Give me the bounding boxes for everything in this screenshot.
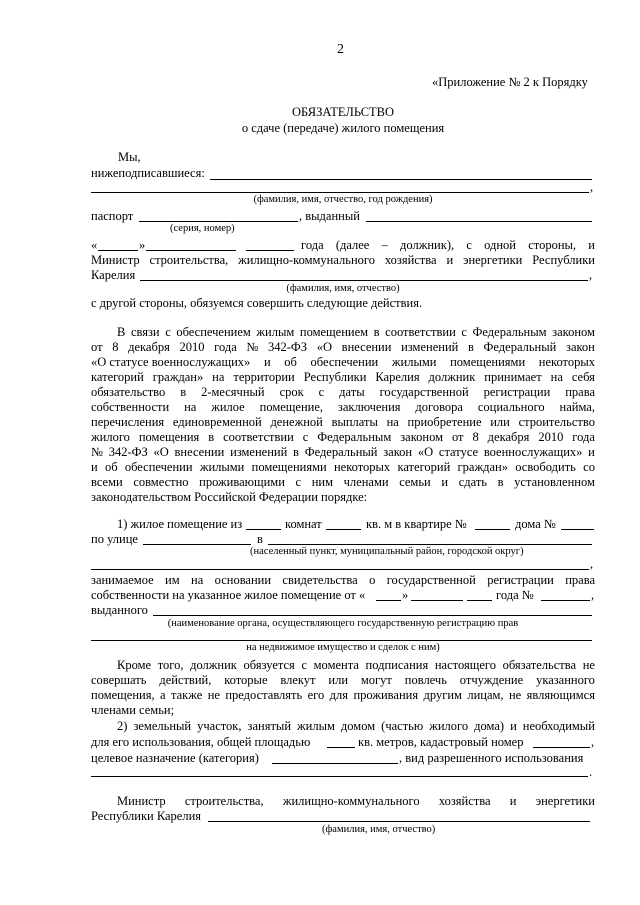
comma: ,	[590, 557, 594, 571]
realty-caption: на недвижимое имущество и сделок с ним)	[246, 642, 440, 653]
permitted-use-blank[interactable]	[91, 776, 588, 777]
cert-year-blank[interactable]	[467, 600, 492, 601]
paragraph-line: Кроме того, должник обязуется с момента подписания настоящего обязательства не	[117, 658, 595, 672]
locality-blank[interactable]	[268, 544, 592, 545]
cadastral-number-blank[interactable]	[533, 747, 590, 748]
intro-undersigned: нижеподписавшиеся:	[91, 166, 205, 180]
purpose-blank[interactable]	[272, 763, 398, 764]
comma: ,	[589, 268, 593, 282]
signature-fio-caption: (фамилия, имя, отчество)	[322, 824, 436, 835]
passport-label: паспорт	[91, 209, 134, 223]
passport-blank[interactable]	[139, 221, 298, 222]
paragraph-line: и об обеспечении жилыми помещениями некоторых категорий граждан» освободить со	[91, 460, 595, 474]
fio-caption: (фамилия, имя, отчество, год рождения)	[253, 194, 433, 205]
usage-label: для его использования, общей площадью	[91, 735, 311, 749]
locality-blank-2[interactable]	[91, 569, 589, 570]
apartment-number-blank[interactable]	[475, 529, 510, 530]
paragraph-line: перечисления единовременной денежной выплаты на приобретение или строительство	[91, 415, 595, 429]
cadastral-label: кв. метров, кадастровый номер	[358, 735, 524, 749]
ministry-line: Министр строительства, жилищно-коммунального хозяйства и энергетики Республики	[91, 253, 595, 267]
cert-day-blank[interactable]	[376, 600, 401, 601]
year-blank[interactable]	[246, 250, 294, 251]
paragraph-line: обязательство в 2-месячный срок с даты государственной регистрации права	[91, 385, 595, 399]
paragraph-line: № 342-ФЗ «О внесении изменений в Федеральный закон «О статусе военнослужащих» и	[91, 445, 595, 459]
karelia-label: Карелия	[91, 268, 136, 282]
cert-number-blank[interactable]	[541, 600, 590, 601]
paragraph-line: совершать действий, которые влекут или могут повлечь отчуждение указанного	[91, 673, 595, 687]
appendix-reference: «Приложение № 2 к Порядку	[432, 75, 588, 89]
housing-label: 1) жилое помещение из	[117, 517, 243, 531]
purpose-label: целевое назначение (категория)	[91, 751, 259, 765]
paragraph-last-line: членами семьи;	[91, 703, 175, 717]
undersigned-blank-1[interactable]	[210, 179, 592, 180]
period: .	[589, 765, 593, 779]
street-blank[interactable]	[143, 544, 251, 545]
issuing-organ-blank[interactable]	[153, 615, 592, 616]
house-label: дома №	[515, 517, 556, 531]
comma: ,	[591, 735, 595, 749]
occupied-line: занимаемое им на основании свидетельства о государственной регистрации права	[91, 573, 595, 587]
paragraph-line: собственности на жилое помещение, заключения договора социального найма,	[91, 400, 595, 414]
issued-label: , выданный	[299, 209, 360, 223]
street-label: по улице	[91, 532, 138, 546]
close-quote: »	[402, 588, 409, 602]
locality-caption: (населенный пункт, муниципальный район, городской округ)	[250, 546, 524, 557]
intro-we: Мы,	[118, 150, 141, 164]
document-subtitle: о сдаче (передаче) жилого помещения	[241, 121, 445, 135]
document-title: ОБЯЗАТЕЛЬСТВО	[291, 105, 395, 119]
issuing-organ-blank-2[interactable]	[91, 640, 592, 641]
paragraph-line: «О статусе военнослужащих» и об обеспечении жилыми помещениями некоторых	[91, 355, 595, 369]
year-number-label: года №	[496, 588, 534, 602]
house-number-blank[interactable]	[561, 529, 594, 530]
issued-by-label: выданного	[91, 603, 148, 617]
date-close-quote: »	[139, 238, 146, 252]
cert-month-blank[interactable]	[411, 600, 463, 601]
issued-by-blank[interactable]	[366, 221, 592, 222]
paragraph-line: помещения, а также не предоставлять его для проживания другим лицам, не являющимся	[91, 688, 595, 702]
paragraph-last-line: законодательством Российской Федерации порядке:	[91, 490, 368, 504]
paragraph-line: всеми совместно проживающими с ним членами семьи и сдать в установленном	[91, 475, 595, 489]
permitted-use-label: , вид разрешенного использования	[399, 751, 584, 765]
page-number: 2	[337, 42, 344, 57]
organ-caption: (наименование органа, осуществляющего государственную регистрацию прав	[167, 618, 519, 629]
comma: ,	[591, 588, 595, 602]
area-blank[interactable]	[326, 529, 361, 530]
series-caption: (серия, номер)	[170, 223, 235, 234]
apartment-label: кв. м в квартире №	[366, 517, 467, 531]
undersigned-blank-2[interactable]	[91, 192, 589, 193]
comma: ,	[590, 180, 594, 194]
signature-minister-line: Министр строительства, жилищно-коммунального хозяйства и энергетики	[117, 794, 595, 808]
ownership-label: собственности на указанное жилое помещение от «	[91, 588, 366, 602]
signature-republic: Республики Карелия	[91, 809, 202, 823]
in-label: в	[257, 532, 263, 546]
paragraph-line: категорий граждан» на территории Республики Карелия должник принимает на себя	[91, 370, 595, 384]
day-blank[interactable]	[98, 250, 138, 251]
minister-name-blank[interactable]	[140, 280, 588, 281]
other-side-text: с другой стороны, обязуемся совершить следующие действия.	[91, 296, 423, 310]
land-plot-line: 2) земельный участок, занятый жилым домом (частью жилого дома) и необходимый	[117, 719, 595, 733]
paragraph-line: В связи с обеспечением жилым помещением в соответствии с Федеральным законом	[117, 325, 595, 339]
rooms-label: комнат	[285, 517, 322, 531]
date-open-quote: «	[91, 238, 98, 252]
debtor-line: года (далее – должник), с одной стороны, и	[301, 238, 595, 252]
fio-caption-2: (фамилия, имя, отчество)	[286, 283, 400, 294]
signature-name-blank[interactable]	[208, 821, 590, 822]
paragraph-line: от 8 декабря 2010 года № 342-ФЗ «О внесении изменений в Федеральный закон	[91, 340, 595, 354]
month-blank[interactable]	[146, 250, 236, 251]
rooms-blank[interactable]	[246, 529, 281, 530]
paragraph-line: жилого помещения в соответствии с Федеральным законом от 8 декабря 2010 года	[91, 430, 595, 444]
land-area-blank[interactable]	[327, 747, 355, 748]
